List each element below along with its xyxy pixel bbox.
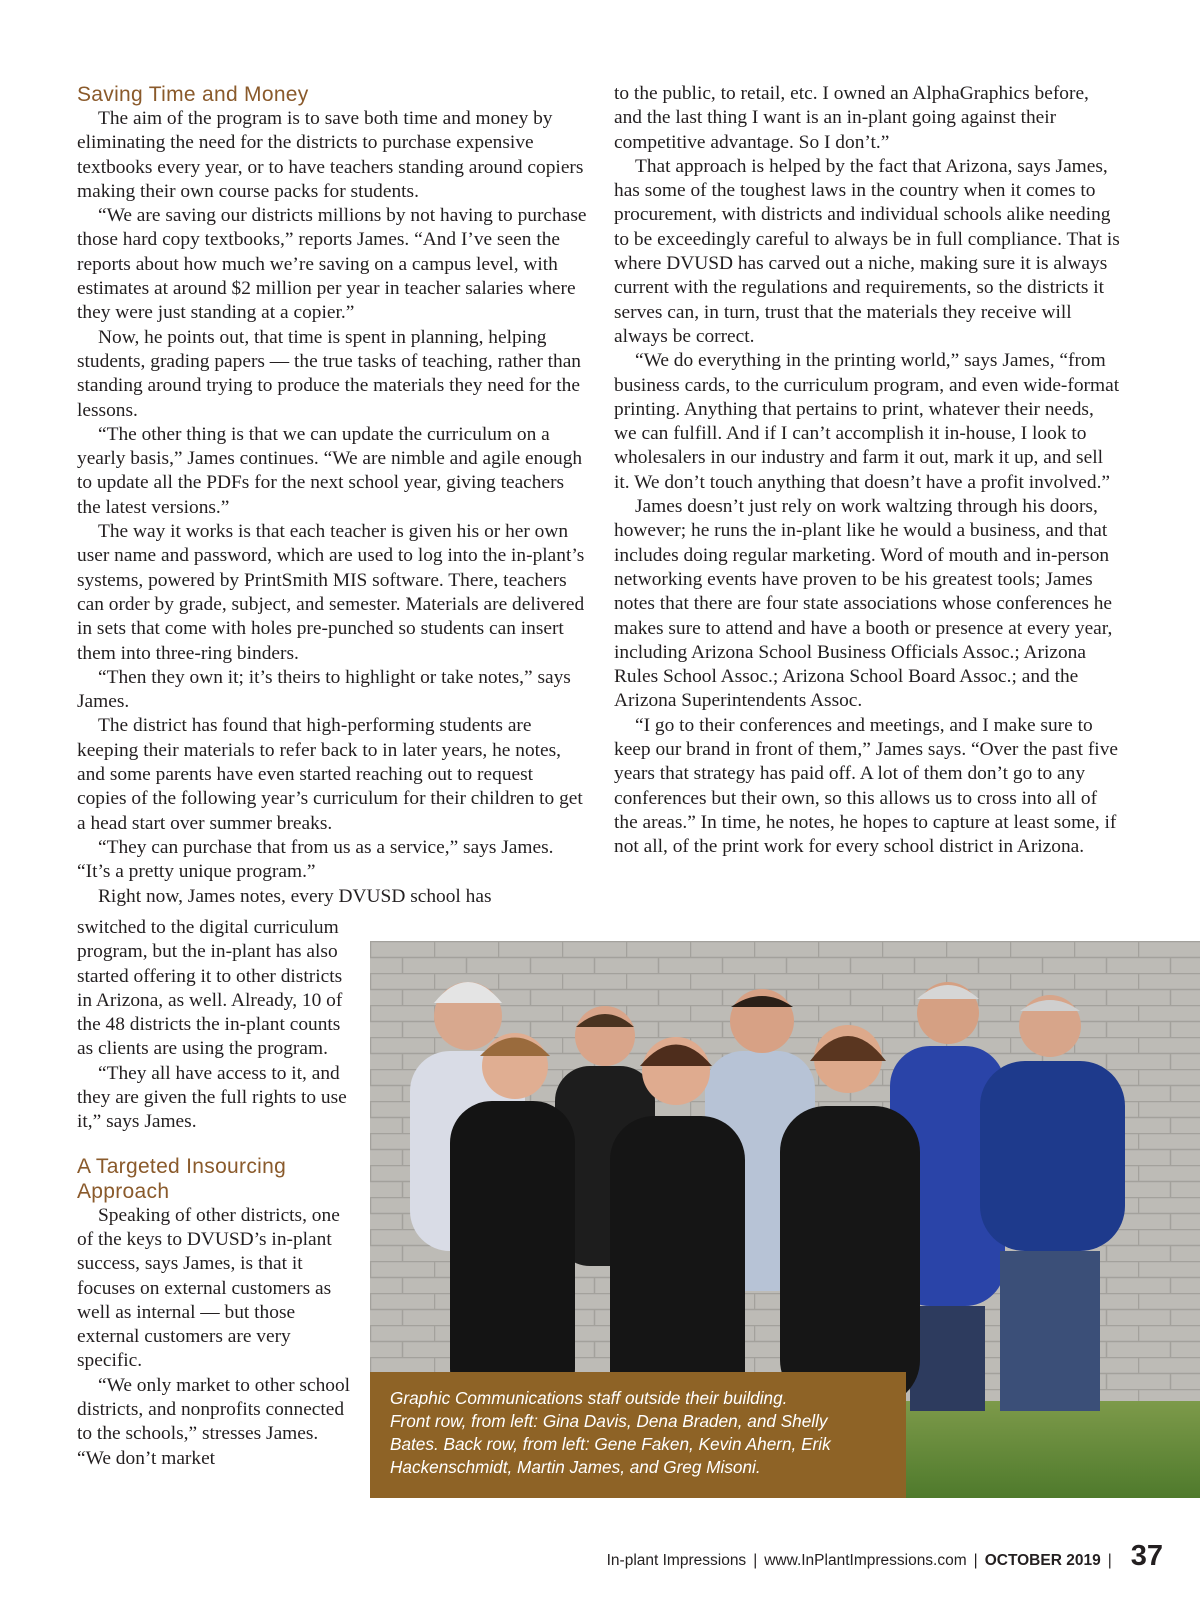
footer-separator: | [753,1552,758,1569]
caption-line: Graphic Communications staff outside their building. [390,1388,788,1408]
paragraph: to the public, to retail, etc. I owned an AlphaGraphics before, and the last thing I want is an in-plant going against their competitive advantage. So I don’t.” [614,83,1089,153]
footer-separator: | [1107,1552,1112,1569]
paragraph: “We are saving our districts millions by not having to purchase those hard copy textbooks,” reports James. “And I’ve seen the reports about how much we’re saving on a campus level, with estimates at around $2 million per year in teacher salaries where they were just standing at a copier.” [77,205,587,324]
section-heading-targeted: A Targeted Insourcing Approach [77,1154,287,1203]
caption-line: Hackenschmidt, Martin James, and Greg Misoni. [390,1457,761,1477]
paragraph: The district has found that high-performing students are keeping their materials to refer back to in later years, he notes, and some parents have even started reaching out to request copies of the following year’s curriculum for their children to get a head start over summer breaks. [77,715,583,834]
footer-website-link[interactable]: www.InPlantImpressions.com [764,1552,967,1569]
caption-line: Bates. Back row, from left: Gene Faken, Kevin Ahern, Erik [390,1434,831,1454]
paragraph: Now, he points out, that time is spent in planning, helping students, grading papers — the true tasks of teaching, rather than standing around trying to produce the materials they need for the lessons. [77,326,582,421]
photo-caption [370,1372,906,1498]
right-column [614,82,1121,860]
paragraph: “They all have access to it, and they are given the full rights to use it,” says James. [77,1062,347,1133]
caption-line: Front row, from left: Gina Davis, Dena Braden, and Shelly [390,1411,828,1431]
footer-issue: OCTOBER 2019 [984,1552,1101,1569]
page-number: 37 [1130,1540,1163,1572]
paragraph: Right now, James notes, every DVUSD school has [98,885,492,907]
paragraph: “Then they own it; it’s theirs to highlight or take notes,” says James. [77,666,571,713]
paragraph: James doesn’t just rely on work waltzing through his doors, however; he runs the in-plant like he would a business, and that includes doing regular marketing. Word of mouth and in-person networking events have proven to be his greatest tools; James notes that there are four state associations whose conferences he makes sure to attend and have a booth or presence at every year, including Arizona School Business Officials Assoc.; Arizona Rules School Assoc.; Arizona School Board Assoc.; and the Arizona Superintendents Assoc. [614,496,1113,712]
paragraph: “We do everything in the printing world,” says James, “from business cards, to the curriculum program, and even wide-format printing. Anything that pertains to print, whatever their needs, we can fulfill. And if I can’t accomplish it in-house, I look to wholesalers in our industry and farm it out, mark it up, and sell it. We don’t touch anything that doesn’t have a profit involved.” [614,350,1120,493]
paragraph: switched to the digital curriculum program, but the in-plant has also started offering it to other districts in Arizona, as well. Already, 10 of the 48 districts the in-plant counts as clients are using the program. [77,917,343,1060]
left-column-narrow [77,916,352,1471]
left-column [77,82,587,909]
paragraph: “The other thing is that we can update the curriculum on a yearly basis,” James continues. “We are nimble and agile enough to update all the PDFs for the next school year, giving teachers the latest versions.” [77,423,583,518]
paragraph: “We only market to other school districts, and nonprofits connected to the schools,” stresses James. “We don’t market [77,1374,351,1469]
paragraph: Speaking of other districts, one of the keys to DVUSD’s in-plant success, says James, is that it focuses on external customers as well as internal — but those external customers are very specific. [77,1204,340,1372]
paragraph: “I go to their conferences and meetings, and I make sure to keep our brand in front of them,” James says. “Over the past five years that strategy has paid off. A lot of them don’t go to any conferences but their own, so this allows us to cross into all of the areas.” In time, he notes, he hopes to capture at least some, if not all, of the print work for every school district in Arizona. [614,714,1118,858]
paragraph: The aim of the program is to save both time and money by eliminating the need for the districts to purchase expensive textbooks every year, or to have teachers standing around copiers making their own course packs for students. [77,108,584,202]
footer-separator: | [973,1552,978,1569]
paragraph: “They can purchase that from us as a service,” says James. “It’s a pretty unique program.” [77,836,554,883]
paragraph: The way it works is that each teacher is given his or her own user name and password, which are used to log into the in-plant’s systems, powered by PrintSmith MIS software. There, teachers can order by grade, subject, and semester. Materials are delivered in sets that come with holes pre-punched so students can insert them into three-ring binders. [77,521,585,664]
footer-publication: In-plant Impressions [606,1552,747,1569]
section-heading-saving: Saving Time and Money [77,83,309,106]
page-footer [607,1540,1163,1580]
paragraph: That approach is helped by the fact that Arizona, says James, has some of the toughest laws in the country when it comes to procurement, with districts and individual schools alike needing to be exceedingly careful to always be in full compliance. That is where DVUSD has carved out a niche, making sure it is always current with the regulations and requirements, so the districts it serves can, in turn, trust that the materials they receive will always be correct. [614,155,1120,347]
